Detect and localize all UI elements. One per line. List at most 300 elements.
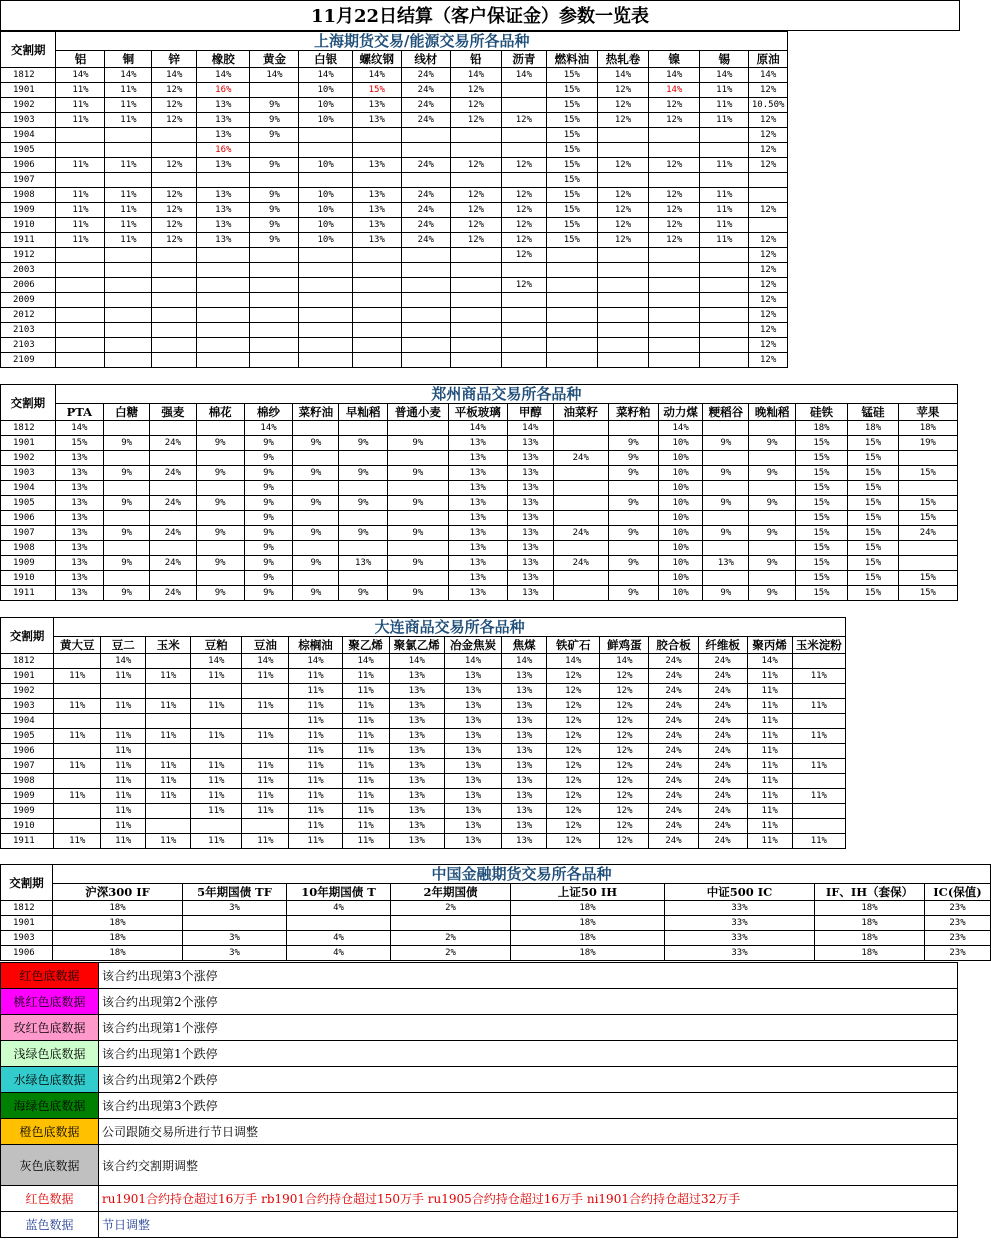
margin-rate-cell: 11% xyxy=(146,699,191,714)
margin-rate-cell: 14% xyxy=(749,68,788,83)
margin-rate-cell: 23% xyxy=(925,946,991,961)
margin-rate-cell: 9% xyxy=(244,511,292,526)
margin-rate-cell: 15% xyxy=(795,481,848,496)
margin-rate-cell: 10.50% xyxy=(749,98,788,113)
product-header: 普通小麦 xyxy=(387,404,448,421)
margin-rate-cell: 13% xyxy=(507,526,553,541)
table-row xyxy=(1,203,788,218)
contract-month: 1906 xyxy=(1,744,54,759)
margin-rate-cell xyxy=(387,541,448,556)
margin-rate-cell xyxy=(502,353,547,368)
margin-rate-cell: 11% xyxy=(191,669,242,684)
margin-rate-cell xyxy=(299,278,352,293)
margin-rate-cell xyxy=(352,353,401,368)
contract-month: 1903 xyxy=(1,113,56,128)
product-header: 燃料油 xyxy=(546,51,597,68)
margin-rate-cell xyxy=(387,421,448,436)
contract-month: 1908 xyxy=(1,541,56,556)
margin-rate-cell: 11% xyxy=(191,729,242,744)
margin-rate-cell xyxy=(146,654,191,669)
margin-rate-cell: 11% xyxy=(191,804,242,819)
margin-rate-cell: 24% xyxy=(649,699,698,714)
margin-rate-cell xyxy=(401,173,450,188)
contract-month: 1901 xyxy=(1,83,56,98)
margin-rate-cell: 13% xyxy=(448,511,507,526)
margin-rate-cell xyxy=(546,278,597,293)
margin-rate-cell xyxy=(104,481,150,496)
margin-rate-cell: 10% xyxy=(659,496,703,511)
margin-rate-cell: 24% xyxy=(649,834,698,849)
margin-rate-cell: 24% xyxy=(649,759,698,774)
margin-rate-cell: 15% xyxy=(848,466,898,481)
margin-rate-cell xyxy=(56,338,105,353)
margin-rate-cell xyxy=(105,323,152,338)
margin-rate-cell: 4% xyxy=(287,931,391,946)
product-header: 强麦 xyxy=(150,404,196,421)
margin-rate-cell: 33% xyxy=(665,901,815,916)
margin-rate-cell: 12% xyxy=(450,83,501,98)
margin-rate-cell xyxy=(649,338,700,353)
margin-rate-cell: 13% xyxy=(502,774,547,789)
shfe-table xyxy=(0,31,788,368)
margin-rate-cell xyxy=(293,451,339,466)
table-row xyxy=(1,541,958,556)
margin-rate-cell: 13% xyxy=(197,233,250,248)
section-title: 大连商品交易所各品种 xyxy=(54,618,846,637)
margin-rate-cell: 11% xyxy=(56,203,105,218)
margin-rate-cell xyxy=(352,143,401,158)
margin-rate-cell xyxy=(792,804,845,819)
margin-rate-cell xyxy=(608,511,658,526)
margin-rate-cell xyxy=(152,128,197,143)
margin-rate-cell: 13% xyxy=(448,481,507,496)
margin-rate-cell: 12% xyxy=(597,158,648,173)
delivery-period-header: 交割期 xyxy=(1,618,54,654)
contract-month: 1906 xyxy=(1,946,53,961)
contract-month: 1909 xyxy=(1,556,56,571)
table-row xyxy=(1,436,958,451)
margin-rate-cell: 12% xyxy=(749,293,788,308)
margin-rate-cell: 12% xyxy=(547,669,600,684)
margin-rate-cell: 12% xyxy=(649,218,700,233)
margin-rate-cell xyxy=(54,804,101,819)
margin-rate-cell xyxy=(352,263,401,278)
margin-rate-cell: 11% xyxy=(747,714,792,729)
legend-row xyxy=(1,1093,958,1119)
margin-rate-cell xyxy=(450,338,501,353)
margin-rate-cell: 24% xyxy=(649,774,698,789)
margin-rate-cell xyxy=(56,248,105,263)
margin-rate-cell xyxy=(250,263,299,278)
margin-rate-cell: 13% xyxy=(197,218,250,233)
margin-rate-cell: 9% xyxy=(244,451,292,466)
margin-rate-cell xyxy=(703,571,749,586)
margin-rate-cell: 9% xyxy=(703,526,749,541)
margin-rate-cell: 9% xyxy=(703,586,749,601)
margin-rate-cell xyxy=(502,128,547,143)
margin-rate-cell: 14% xyxy=(242,654,289,669)
margin-rate-cell: 24% xyxy=(698,729,747,744)
delivery-period-header: 交割期 xyxy=(1,32,56,68)
margin-rate-cell xyxy=(339,571,387,586)
margin-rate-cell: 12% xyxy=(450,98,501,113)
margin-rate-cell xyxy=(152,248,197,263)
margin-rate-cell: 11% xyxy=(342,714,389,729)
margin-rate-cell: 12% xyxy=(502,158,547,173)
margin-rate-cell: 15% xyxy=(546,233,597,248)
contract-month: 1812 xyxy=(1,68,56,83)
margin-rate-cell: 9% xyxy=(244,586,292,601)
margin-rate-cell: 9% xyxy=(250,203,299,218)
margin-rate-cell xyxy=(104,451,150,466)
margin-rate-cell xyxy=(352,338,401,353)
margin-rate-cell xyxy=(56,308,105,323)
product-header: 玉米 xyxy=(146,637,191,654)
margin-rate-cell: 13% xyxy=(502,684,547,699)
margin-rate-cell: 11% xyxy=(54,729,101,744)
margin-rate-cell: 12% xyxy=(502,233,547,248)
margin-rate-cell: 14% xyxy=(299,68,352,83)
margin-rate-cell: 11% xyxy=(101,669,146,684)
contract-month: 1901 xyxy=(1,669,54,684)
margin-rate-cell: 11% xyxy=(54,834,101,849)
legend-swatch: 橙色底数据 xyxy=(1,1119,99,1145)
table-row xyxy=(1,819,846,834)
margin-rate-cell: 24% xyxy=(698,774,747,789)
margin-rate-cell xyxy=(649,353,700,368)
margin-rate-cell xyxy=(597,338,648,353)
margin-rate-cell: 12% xyxy=(152,113,197,128)
margin-rate-cell: 11% xyxy=(342,699,389,714)
product-header: 橡胶 xyxy=(197,51,250,68)
margin-rate-cell: 13% xyxy=(55,586,103,601)
margin-rate-cell: 11% xyxy=(54,699,101,714)
legend-swatch: 桃红色底数据 xyxy=(1,989,99,1015)
margin-rate-cell xyxy=(749,188,788,203)
margin-rate-cell xyxy=(401,353,450,368)
margin-rate-cell: 12% xyxy=(749,158,788,173)
margin-rate-cell: 10% xyxy=(659,466,703,481)
margin-rate-cell: 15% xyxy=(898,571,957,586)
margin-rate-cell: 15% xyxy=(546,68,597,83)
margin-rate-cell: 13% xyxy=(448,571,507,586)
margin-rate-cell: 9% xyxy=(104,586,150,601)
margin-rate-cell xyxy=(196,481,244,496)
margin-rate-cell: 13% xyxy=(197,188,250,203)
margin-rate-cell: 14% xyxy=(289,654,342,669)
margin-rate-cell: 13% xyxy=(444,789,501,804)
contract-month: 1903 xyxy=(1,699,54,714)
margin-rate-cell: 11% xyxy=(242,789,289,804)
margin-rate-cell xyxy=(105,278,152,293)
product-header: 焦煤 xyxy=(502,637,547,654)
margin-rate-cell xyxy=(749,541,795,556)
margin-rate-cell: 11% xyxy=(105,98,152,113)
margin-rate-cell: 13% xyxy=(507,481,553,496)
margin-rate-cell: 11% xyxy=(700,158,749,173)
margin-rate-cell: 12% xyxy=(597,203,648,218)
margin-rate-cell: 15% xyxy=(848,496,898,511)
margin-rate-cell: 12% xyxy=(649,98,700,113)
margin-rate-cell: 13% xyxy=(352,158,401,173)
margin-rate-cell: 15% xyxy=(848,571,898,586)
margin-rate-cell: 13% xyxy=(507,451,553,466)
table-row xyxy=(1,83,788,98)
margin-rate-cell xyxy=(649,173,700,188)
margin-rate-cell: 24% xyxy=(698,759,747,774)
margin-rate-cell: 10% xyxy=(659,436,703,451)
table-row xyxy=(1,759,846,774)
margin-rate-cell: 14% xyxy=(547,654,600,669)
margin-rate-cell xyxy=(352,173,401,188)
margin-rate-cell: 24% xyxy=(401,188,450,203)
margin-rate-cell xyxy=(54,819,101,834)
margin-rate-cell: 11% xyxy=(56,158,105,173)
table-row xyxy=(1,233,788,248)
margin-rate-cell: 13% xyxy=(502,744,547,759)
table-row xyxy=(1,931,991,946)
margin-rate-cell xyxy=(401,308,450,323)
legend-swatch: 水绿色底数据 xyxy=(1,1067,99,1093)
margin-rate-cell: 13% xyxy=(197,128,250,143)
legend-description: 公司跟随交易所进行节日调整 xyxy=(99,1119,958,1145)
product-header: 锰硅 xyxy=(848,404,898,421)
margin-rate-cell: 13% xyxy=(55,496,103,511)
margin-rate-cell xyxy=(250,293,299,308)
contract-month: 1908 xyxy=(1,774,54,789)
cffex-table xyxy=(0,864,991,961)
margin-rate-cell xyxy=(339,481,387,496)
product-header: 聚氯乙烯 xyxy=(389,637,444,654)
margin-rate-cell: 15% xyxy=(848,541,898,556)
margin-rate-cell xyxy=(146,819,191,834)
margin-rate-cell: 14% xyxy=(502,654,547,669)
margin-rate-cell xyxy=(597,143,648,158)
margin-rate-cell xyxy=(299,263,352,278)
margin-rate-cell: 10% xyxy=(299,158,352,173)
margin-rate-cell: 11% xyxy=(289,789,342,804)
table-row xyxy=(1,586,958,601)
margin-rate-cell: 9% xyxy=(339,586,387,601)
margin-rate-cell xyxy=(287,916,391,931)
margin-rate-cell xyxy=(293,571,339,586)
section-title: 上海期货交易/能源交易所各品种 xyxy=(56,32,788,51)
margin-rate-cell: 11% xyxy=(747,729,792,744)
margin-rate-cell: 24% xyxy=(649,669,698,684)
margin-rate-cell xyxy=(700,308,749,323)
table-row xyxy=(1,789,846,804)
legend-description: 该合约出现第2个涨停 xyxy=(99,989,958,1015)
margin-rate-cell: 13% xyxy=(389,774,444,789)
margin-rate-cell: 12% xyxy=(502,113,547,128)
margin-rate-cell: 9% xyxy=(293,586,339,601)
legend-description: 该合约出现第2个跌停 xyxy=(99,1067,958,1093)
margin-rate-cell xyxy=(792,684,845,699)
margin-rate-cell xyxy=(700,278,749,293)
table-row xyxy=(1,338,788,353)
margin-rate-cell: 12% xyxy=(450,233,501,248)
margin-rate-cell: 13% xyxy=(444,729,501,744)
contract-month: 1907 xyxy=(1,173,56,188)
margin-rate-cell: 9% xyxy=(749,496,795,511)
margin-rate-cell xyxy=(450,248,501,263)
legend-description: 该合约出现第1个涨停 xyxy=(99,1015,958,1041)
contract-month: 1905 xyxy=(1,496,56,511)
margin-rate-cell: 10% xyxy=(659,481,703,496)
margin-rate-cell: 13% xyxy=(444,684,501,699)
margin-rate-cell: 24% xyxy=(401,113,450,128)
contract-month: 1907 xyxy=(1,526,56,541)
margin-rate-cell xyxy=(150,481,196,496)
margin-rate-cell xyxy=(152,173,197,188)
margin-rate-cell xyxy=(401,143,450,158)
margin-rate-cell: 2% xyxy=(391,901,511,916)
margin-rate-cell: 16% xyxy=(197,83,250,98)
margin-rate-cell xyxy=(152,308,197,323)
margin-rate-cell: 11% xyxy=(101,834,146,849)
margin-rate-cell: 15% xyxy=(848,481,898,496)
margin-rate-cell xyxy=(608,481,658,496)
margin-rate-cell: 24% xyxy=(898,526,957,541)
margin-rate-cell: 11% xyxy=(289,774,342,789)
table-row xyxy=(1,451,958,466)
contract-month: 1902 xyxy=(1,451,56,466)
margin-rate-cell: 9% xyxy=(749,556,795,571)
legend-swatch: 灰色底数据 xyxy=(1,1145,99,1186)
margin-rate-cell xyxy=(401,278,450,293)
product-header: 锡 xyxy=(700,51,749,68)
margin-rate-cell: 12% xyxy=(600,729,649,744)
margin-rate-cell: 15% xyxy=(795,586,848,601)
margin-rate-cell: 14% xyxy=(56,68,105,83)
margin-rate-cell: 13% xyxy=(352,233,401,248)
contract-month: 1903 xyxy=(1,931,53,946)
margin-rate-cell: 11% xyxy=(242,804,289,819)
contract-month: 2103 xyxy=(1,338,56,353)
product-header: 棕榈油 xyxy=(289,637,342,654)
margin-rate-cell xyxy=(502,323,547,338)
margin-rate-cell: 9% xyxy=(293,466,339,481)
margin-rate-cell xyxy=(450,143,501,158)
margin-rate-cell: 15% xyxy=(848,586,898,601)
margin-rate-cell: 11% xyxy=(146,789,191,804)
margin-rate-cell xyxy=(56,353,105,368)
margin-rate-cell: 12% xyxy=(502,218,547,233)
margin-rate-cell xyxy=(101,714,146,729)
margin-rate-cell xyxy=(105,128,152,143)
margin-rate-cell: 10% xyxy=(299,218,352,233)
margin-rate-cell: 12% xyxy=(597,83,648,98)
margin-rate-cell xyxy=(401,128,450,143)
margin-rate-cell: 16% xyxy=(197,143,250,158)
product-header: 纤维板 xyxy=(698,637,747,654)
margin-rate-cell: 13% xyxy=(389,699,444,714)
margin-rate-cell xyxy=(56,278,105,293)
margin-rate-cell xyxy=(56,263,105,278)
margin-rate-cell: 13% xyxy=(55,556,103,571)
margin-rate-cell: 13% xyxy=(444,699,501,714)
margin-rate-cell: 10% xyxy=(299,113,352,128)
product-header: 聚丙烯 xyxy=(747,637,792,654)
margin-rate-cell: 15% xyxy=(795,526,848,541)
margin-rate-cell: 13% xyxy=(444,804,501,819)
margin-rate-cell: 13% xyxy=(444,714,501,729)
margin-rate-cell: 12% xyxy=(600,789,649,804)
margin-rate-cell: 9% xyxy=(387,436,448,451)
margin-rate-cell: 11% xyxy=(146,834,191,849)
table-row xyxy=(1,774,846,789)
margin-rate-cell: 13% xyxy=(448,556,507,571)
margin-rate-cell xyxy=(299,128,352,143)
margin-rate-cell: 9% xyxy=(339,466,387,481)
margin-rate-cell: 13% xyxy=(502,789,547,804)
margin-rate-cell: 11% xyxy=(105,83,152,98)
margin-rate-cell: 11% xyxy=(792,759,845,774)
product-header: 线材 xyxy=(401,51,450,68)
margin-rate-cell xyxy=(792,714,845,729)
margin-rate-cell: 12% xyxy=(152,98,197,113)
product-header: 菜籽粕 xyxy=(608,404,658,421)
margin-rate-cell: 9% xyxy=(250,128,299,143)
product-header: 镍 xyxy=(649,51,700,68)
section-title: 中国金融期货交易所各品种 xyxy=(53,865,991,884)
margin-rate-cell: 11% xyxy=(747,744,792,759)
margin-rate-cell xyxy=(700,263,749,278)
table-row xyxy=(1,496,958,511)
margin-rate-cell xyxy=(104,541,150,556)
margin-rate-cell: 11% xyxy=(700,98,749,113)
contract-month: 1909 xyxy=(1,789,54,804)
margin-rate-cell xyxy=(700,323,749,338)
product-header: 铅 xyxy=(450,51,501,68)
product-header: 苹果 xyxy=(898,404,957,421)
margin-rate-cell: 9% xyxy=(244,571,292,586)
margin-rate-cell: 14% xyxy=(152,68,197,83)
margin-rate-cell xyxy=(105,173,152,188)
margin-rate-cell xyxy=(450,293,501,308)
margin-rate-cell: 11% xyxy=(56,113,105,128)
margin-rate-cell: 11% xyxy=(101,774,146,789)
margin-rate-cell xyxy=(104,511,150,526)
margin-rate-cell xyxy=(502,338,547,353)
margin-rate-cell: 24% xyxy=(401,158,450,173)
margin-rate-cell: 11% xyxy=(242,699,289,714)
margin-rate-cell: 18% xyxy=(815,946,925,961)
margin-rate-cell xyxy=(502,98,547,113)
margin-rate-cell xyxy=(339,451,387,466)
margin-rate-cell: 12% xyxy=(450,203,501,218)
margin-rate-cell: 11% xyxy=(101,729,146,744)
margin-rate-cell: 12% xyxy=(152,83,197,98)
margin-rate-cell: 12% xyxy=(749,113,788,128)
margin-rate-cell: 12% xyxy=(600,684,649,699)
margin-rate-cell: 11% xyxy=(289,744,342,759)
margin-rate-cell: 12% xyxy=(749,263,788,278)
margin-rate-cell xyxy=(146,714,191,729)
margin-rate-cell: 15% xyxy=(848,451,898,466)
product-header: 动力煤 xyxy=(659,404,703,421)
margin-rate-cell: 11% xyxy=(105,203,152,218)
margin-rate-cell: 24% xyxy=(553,526,608,541)
margin-rate-cell xyxy=(299,293,352,308)
margin-rate-cell xyxy=(299,353,352,368)
margin-rate-cell: 10% xyxy=(659,541,703,556)
margin-rate-cell: 9% xyxy=(244,496,292,511)
margin-rate-cell: 11% xyxy=(792,834,845,849)
table-row xyxy=(1,916,991,931)
margin-rate-cell xyxy=(105,338,152,353)
margin-rate-cell: 12% xyxy=(597,233,648,248)
